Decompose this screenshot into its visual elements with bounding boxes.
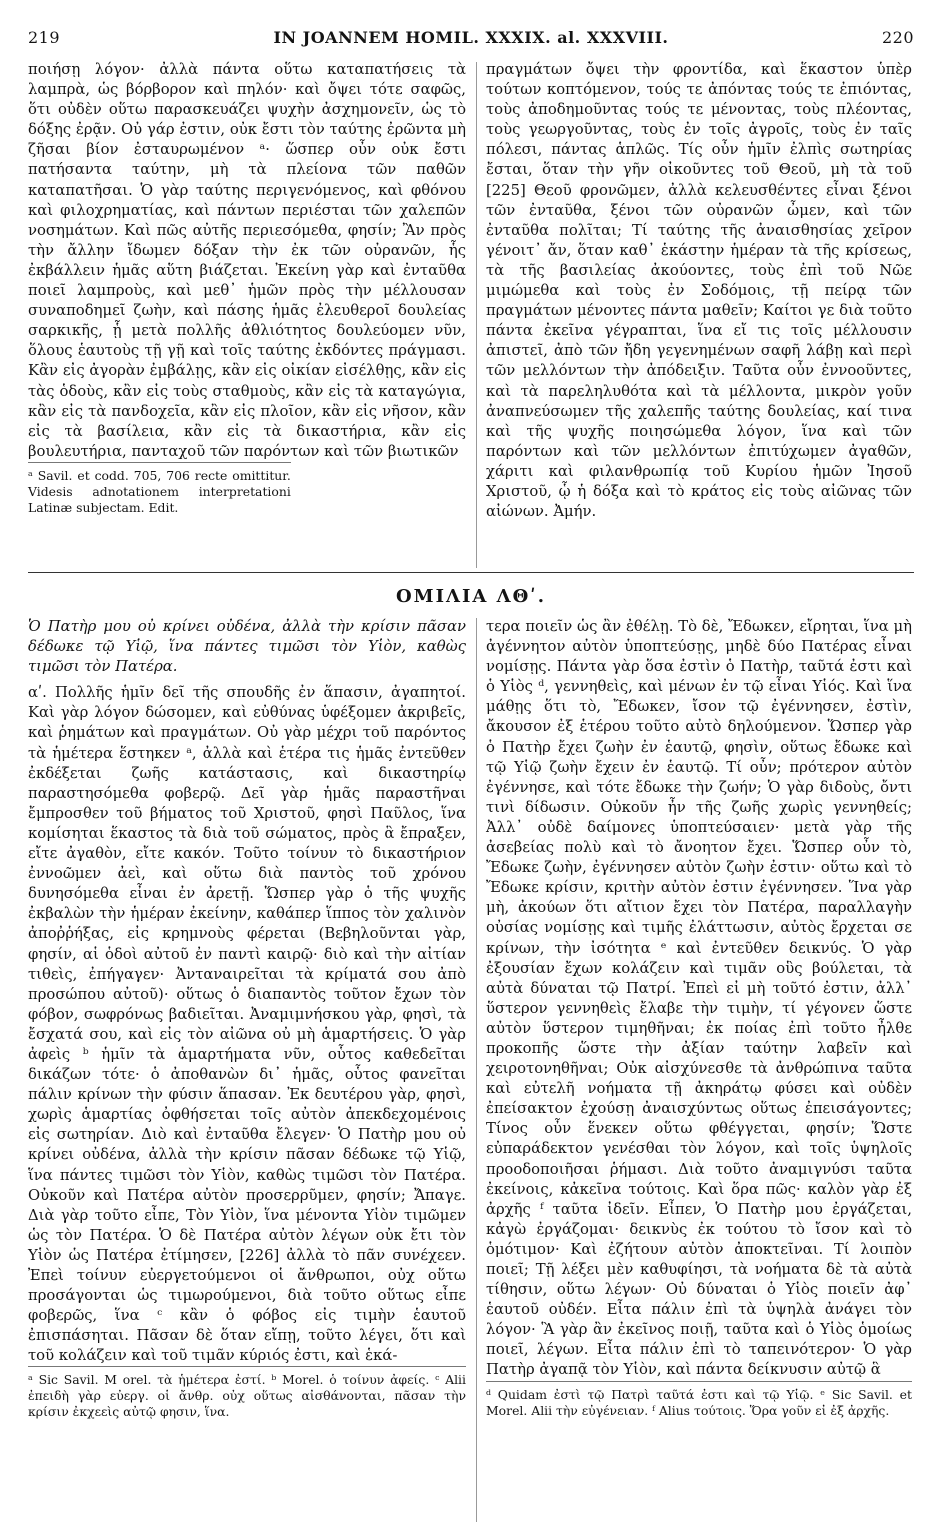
- column-bottom-right: [486, 617, 912, 1419]
- homily-title: ΟΜΙΛΙΑ ΛΘʹ.: [396, 586, 546, 607]
- scripture-lemma: Ὁ Πατὴρ μου οὐ κρίνει οὐδένα, ἀλλὰ τὴν κρίσιν πᾶσαν δέδωκε τῷ Υἱῷ, ἵνα πάντες τιμῶσι τὸν Υἱὸν, καθὼς τιμῶσι τὸν Πατέρα.: [28, 618, 466, 676]
- body-paragraph: ποιήσῃ λόγον· ἀλλὰ πάντα οὕτω καταπατήσεις τὰ λαμπρὰ, ὡς βόρβορον καὶ πηλόν· καὶ ὄψει τότε σαφῶς, ὅτι οὐδὲν οὕτω παρασκευάζει ψυχὴν ἀσχημονεῖν, ὡς τὸ δόξης ἐρᾷν. Οὐ γάρ ἐστιν, οὐκ ἔστι τὸν ταύτης ἐρῶντα μὴ ζῆσαι βίον ἐσταυρωμένον ᵃ· ὥσπερ οὖν οὐκ ἔστι πατήσαντα ταύτην, μὴ τὰ πλείονα τῶν παθῶν καταπατῆσαι. Ὁ γὰρ ταύτης περιγενόμενος, καὶ φθόνου καὶ φιλοχρηματίας, καὶ πάντων περιέσται τῶν χαλεπῶν νοσημάτων. Καὶ πῶς αὐτῆς περιεσόμεθα, φησίν; Ἂν πρὸς τὴν ἄλλην ἴδωμεν δόξαν τὴν ἐκ τῶν οὐρανῶν, ἧς ἐκβάλλειν ἡμᾶς αὕτη βιάζεται. Ἐκείνη γὰρ καὶ ἐνταῦθα ποιεῖ λαμπροὺς, καὶ μεθ᾽ ἡμῶν πρὸς τὴν μέλλουσαν συναποδημεῖ ζωὴν, καὶ πάσης ἡμᾶς ἐλευθεροῖ δουλείας σαρκικῆς, ᾗ μετὰ πολλῆς ἀθλιότητος δουλεύομεν νῦν, ὅλους ἑαυτοὺς τῇ γῇ καὶ τοῖς ταύτης ἐκδόντες πράγμασι. Κἂν εἰς ἀγορὰν ἐμβάλῃς, κἂν εἰς οἰκίαν εἰσέλθῃς, κἂν εἰς τὰς ὁδοὺς, κἂν εἰς τοὺς σταθμοὺς, κἂν εἰς τὰ καταγώγια, κἂν εἰς τὰ πανδοχεῖα, κἂν εἰς πλοῖον, κἂν εἰς νῆσον, κἂν εἰς τὰ βασίλεια, κἂν εἰς τὰ δικαστήρια, κἂν εἰς βουλευτήρια, πανταχοῦ τῶν παρόντων καὶ τῶν βιωτικῶν: [28, 61, 466, 460]
- column-divider-top: [476, 62, 477, 568]
- footnote: ᵃ Savil. et codd. 705, 706 recte omittitur. Videsis adnotationem interpretationi Latinæ subjectam. Edit.: [28, 462, 291, 516]
- body-paragraph: αʹ. Πολλῆς ἡμῖν δεῖ τῆς σπουδῆς ἐν ἅπασιν, ἀγαπητοί. Καὶ γὰρ λόγον δώσομεν, καὶ εὐθύνας ὑφέξομεν ἀκριβεῖς, καὶ ῥημάτων καὶ πραγμάτων. Οὐ γὰρ μέχρι τοῦ παρόντος τὰ ἡμέτερα ἕστηκεν ᵃ, ἀλλὰ καὶ ἑτέρα τις ἡμᾶς ἐντεῦθεν ἐκδέξεται ζωῆς κατάστασις, καὶ δικαστηρίῳ παραστησόμεθα φοβερῷ. Δεῖ γὰρ ἡμᾶς παραστῆναι ἔμπροσθεν τοῦ βήματος τοῦ Χριστοῦ, φησὶ Παῦλος, ἵνα κομίσηται ἕκαστος τὰ διὰ τοῦ σώματος, πρὸς ἃ ἔπραξεν, εἴτε ἀγαθὸν, εἴτε κακόν. Τοῦτο τοίνυν τὸ δικαστήριον ἐννοῶμεν ἀεὶ, καὶ οὕτω διὰ παντὸς τοῦ χρόνου δυνησόμεθα εἶναι ἐν ἀρετῇ. Ὥσπερ γὰρ ὁ τῆς ψυχῆς ἐκβαλὼν τὴν ἡμέραν ἐκείνην, καθάπερ ἵππος τὸν χαλινὸν ἀποῤῥήξας, εἰς κρημνοὺς φέρεται (Βεβηλοῦνται γὰρ, φησίν, αἱ ὁδοὶ αὐτοῦ ἐν παντὶ καιρῷ· διὸ καὶ τὴν αἰτίαν τιθεὶς, ἐπήγαγεν· Ἀνταναιρεῖται τὰ κρίματά σου ἀπὸ προσώπου αὐτοῦ)· οὕτως ὁ διαπαντὸς τοῦτον ἔχων τὸν φόβον, σωφρόνως βαδιεῖται. Ἀναμιμνήσκου γὰρ, φησὶ, τὰ ἔσχατά σου, καὶ εἰς τὸν αἰῶνα οὐ μὴ ἁμαρτήσεις. Ὁ γὰρ ἀφεὶς ᵇ ἡμῖν τὰ ἁμαρτήματα νῦν, οὗτος καθεδεῖται δικάζων τότε· ὁ ἀποθανὼν δι᾽ ἡμᾶς, οὗτος φανεῖται πάλιν κρίνων τὴν φύσιν ἅπασαν. Ἐκ δευτέρου γὰρ, φησὶ, χωρὶς ἁμαρτίας ὀφθήσεται τοῖς αὐτὸν ἀπεκδεχομένοις εἰς σωτηρίαν. Διὸ καὶ ἐνταῦθα ἔλεγεν· Ὁ Πατὴρ μου οὐ κρίνει οὐδένα, ἀλλὰ τὴν κρίσιν πᾶσαν δέδωκε τῷ Υἱῷ, ἵνα πάντες τιμῶσι τὸν Υἱὸν, καθὼς τιμῶσι τὸν Πατέρα. Οὐκοῦν καὶ Πατέρα αὐτὸν προσερρῦμεν, φησίν; Ἄπαγε. Διὰ γὰρ τοῦτο εἶπε, Τὸν Υἱὸν, ἵνα μένοντα Υἱὸν τιμῶμεν ὡς τὸν Πατέρα. Ὁ δὲ Πατέρα αὐτὸν λέγων οὐκ ἔτι τὸν Υἱὸν ὡς Πατέρα ἐτίμησεν, [226] ἀλλὰ τὸ πᾶν συνέχεεν. Ἐπεὶ τοίνυν εὐεργετούμενοι οἱ ἄνθρωποι, οὐχ οὕτω προσάγονται ὡς τιμωρούμενοι, διὰ τοῦτο οὕτως εἶπε φοβερῶς, ἵνα ᶜ κἂν ὁ φόβος εἰς τιμὴν ἑαυτοῦ ἐπισπάσηται. Πᾶσαν δὲ ὅταν εἴπῃ, τοῦτο λέγει, ὅτι καὶ τοῦ κολάζειν καὶ τοῦ τιμᾶν κύριός ἐστι, καὶ ἑκά-: [28, 684, 466, 1365]
- page-number-left: 219: [28, 28, 61, 47]
- running-head: [28, 28, 914, 52]
- page-number-right: 220: [881, 28, 914, 47]
- column-top-left: [28, 60, 466, 516]
- column-bottom-left: [28, 617, 466, 1420]
- body-paragraph: τερα ποιεῖν ὡς ἂν ἐθέλῃ. Τὸ δὲ, Ἔδωκεν, εἴρηται, ἵνα μὴ ἀγέννητον αὐτὸν ὑποπτεύσῃς, μηδὲ δύο Πατέρας εἶναι νομίσῃς. Πάντα γὰρ ὅσα ἐστὶν ὁ Πατὴρ, ταῦτά ἐστι καὶ ὁ Υἱὸς ᵈ, γεννηθεὶς, καὶ μένων ἐν τῷ εἶναι Υἱός. Καὶ ἵνα μάθῃς ὅτι τὸ, Ἔδωκεν, ἴσον τῷ ἐγέννησεν, ἐστὶν, ἄκουσον ἐξ ἑτέρου τοῦτο αὐτὸ δηλούμενον. Ὥσπερ γὰρ ὁ Πατὴρ ἔχει ζωὴν ἐν ἑαυτῷ, φησὶν, οὕτως ἔδωκε καὶ τῷ Υἱῷ ζωὴν ἔχειν ἐν ἑαυτῷ. Τί οὖν; πρότερον αὐτὸν ἐγέννησε, καὶ τότε ἔδωκε τὴν ζωήν; Ὁ γὰρ διδοὺς, ὄντι τινὶ δίδωσιν. Οὐκοῦν ἦν τῆς ζωῆς χωρὶς γεννηθείς; Ἀλλ᾽ οὐδὲ δαίμονες ὑποπτεύσαιεν· μετὰ γὰρ τῆς ἀσεβείας πολὺ καὶ τὸ ἄνοητον ἔχει. Ὥσπερ οὖν τὸ, Ἔδωκε ζωὴν, ἐγέννησεν αὐτὸν ζωὴν ἐστιν· οὕτω καὶ τὸ Ἔδωκε κρίσιν, κριτὴν αὐτὸν ἐστιν ἐγέννησεν. Ἵνα γὰρ μὴ, ἀκούων ὅτι αἴτιον ἔχει τὸν Πατέρα, παραλλαγὴν οὐσίας νομίσῃς καὶ τιμῆς ἐλάττωσιν, αὐτὸς ἔρχεται σε κρίνων, τὴν ἰσότητα ᵉ καὶ ἐντεῦθεν δεικνύς. Ὁ γὰρ ἐξουσίαν ἔχων κολάζειν καὶ τιμᾶν οὓς βούλεται, τὰ αὐτὰ δύναται τῷ Πατρί. Ἐπεὶ εἰ μὴ τοῦτό ἐστιν, ἀλλ᾽ ὕστερον γεννηθεὶς ἔλαβε τὴν τιμὴν, τί γέγονεν ὥστε αὐτὸν ὕστερον τιμηθῆναι; ἐκ ποίας ἐπὶ τοῦτο ἦλθε προκοπῆς ὥστε τὴν ἀξίαν ταύτην λαβεῖν καὶ χειροτονηθῆναι; Οὐκ αἰσχύνεσθε τὰ ἀνθρώπινα ταῦτα καὶ εὐτελῆ νοήματα τῇ ἀκηράτῳ φύσει καὶ οὐδὲν ἐπείσακτον ἐχούσῃ ἀναισχύντως οὕτως ἐπεισάγοντες; Τίνος οὖν ἕνεκεν οὕτω φθέγγεται, φησίν; Ὥστε εὐπαράδεκτον γενέσθαι τὸν λόγον, καὶ τοῖς ὑψηλοῖς προοδοποιῆσαι ῥήμασι. Διὰ τοῦτο ἀναμιγνύσι ταῦτα ἐκείνοις, κἀκεῖνα τούτοις. Καὶ ὅρα πῶς· καλὸν γὰρ ἐξ ἀρχῆς ᶠ ταῦτα ἰδεῖν. Εἶπεν, Ὁ Πατὴρ μου ἐργάζεται, κἀγὼ ἐργάζομαι· δεικνὺς ἐκ τούτου τὸ ἴσον καὶ τὸ ὁμότιμον· Καὶ ἐζήτουν αὐτὸν ἀποκτεῖναι. Τί λοιπὸν ποιεῖ; Τῇ λέξει μὲν καθυφίησι, τὰ νοήματα δὲ τὰ αὐτὰ τίθησιν, οὕτω λέγων· Οὐ δύναται ὁ Υἱὸς ποιεῖν ἀφ᾽ ἑαυτοῦ οὐδέν. Εἶτα πάλιν ἐπὶ τὰ ὑψηλὰ ἀνάγει τὸν λόγον· Ἃ γὰρ ἂν ἐκεῖνος ποιῇ, ταῦτα καὶ ὁ Υἱὸς ὁμοίως ποιεῖ, λέγων. Εἶτα πάλιν ἐπὶ τὸ ταπεινότερον· Ὁ γὰρ Πατὴρ ἀγαπᾷ τὸν Υἱὸν, καὶ πάντα δείκνυσιν αὐτῷ ἃ: [486, 618, 912, 1379]
- footnote: ᵃ Sic Savil. M orel. τὰ ἡμέτερα ἐστί. ᵇ Morel. ὁ τοίνυν ἀφείς. ᶜ Alii ἐπειδὴ γὰρ εὐεργ. οἱ ἄνθρ. οὐχ οὕτως αἰσθάνονται, πᾶσαν τὴν κρίσιν ἐκχεεὶς αὐτῷ φησιν, ἵνα.: [28, 1366, 466, 1420]
- footnote: ᵈ Quidam ἐστὶ τῷ Πατρὶ ταῦτά ἐστι καὶ τῷ Υἱῷ. ᵉ Sic Savil. et Morel. Alii τὴν εὐγένειαν. ᶠ Alius τούτοις. Ὅρα γοῦν εἰ ἐξ ἀρχῆς.: [486, 1381, 912, 1419]
- section-rule: [28, 572, 914, 573]
- column-divider-bottom: [476, 618, 477, 1522]
- body-paragraph: πραγμάτων ὄψει τὴν φροντίδα, καὶ ἕκαστον ὑπὲρ τούτων κοπτόμενον, τούς τε ἀπόντας τούς τε ἐπιόντας, τοὺς ἀποδημοῦντας τούς τε μένοντας, τοὺς πλέοντας, τοὺς γεωργοῦντας, τοὺς ἐν τοῖς ἀγροῖς, τοὺς ἐν ταῖς πόλεσι, πάντας ἁπλῶς. Τίς οὖν ἡμῖν ἐλπὶς σωτηρίας ἔσται, ὅταν τὴν γῆν οἰκοῦντες τοῦ Θεοῦ, μὴ τὰ τοῦ [225] Θεοῦ φρονῶμεν, ἀλλὰ κελευσθέντες εἶναι ξένοι τῶν ἐνταῦθα, ξένοι τῶν οὐρανῶν ὦμεν, καὶ τῶν ἐνταῦθα πολῖται; Τί ταύτης τῆς ἀναισθησίας χεῖρον γένοιτ᾽ ἄν, ὅταν καθ᾽ ἑκάστην ἡμέραν τὰ τῆς κρίσεως, τὰ τῆς βασιλείας ἀκούοντες, τοὺς ἐπὶ τοῦ Νῶε μιμώμεθα καὶ τοὺς ἐν Σοδόμοις, τῇ πείρᾳ τῶν πραγμάτων μένοντες πάντα μαθεῖν; Καίτοι γε διὰ τοῦτο πάντα ἐκεῖνα γέγραπται, ἵνα εἴ τις τοῖς μέλλουσιν ἀπιστεῖ, ἀπὸ τῶν ἤδη γεγενημένων σαφῆ λάβῃ καὶ περὶ τῶν μελλόντων τὴν ἀπόδειξιν. Ταῦτα οὖν ἐννοοῦντες, καὶ τὰ παρεληλυθότα καὶ τὰ μέλλοντα, μικρὸν γοῦν ἀναπνεύσωμεν τῆς χαλεπῆς ταύτης δουλείας, καί τινα καὶ τῆς ψυχῆς ποιησώμεθα λόγον, ἵνα καὶ τῶν παρόντων καὶ τῶν μελλόντων ἐπιτύχωμεν ἀγαθῶν, χάριτι καὶ φιλανθρωπίᾳ τοῦ Κυρίου ἡμῶν Ἰησοῦ Χριστοῦ, ᾧ ἡ δόξα καὶ τὸ κράτος εἰς τοὺς αἰῶνας τῶν αἰώνων. Ἀμήν.: [486, 61, 912, 521]
- running-title: IN JOANNEM HOMIL. XXXIX. al. XXXVIII.: [273, 28, 669, 47]
- column-top-right: [486, 60, 912, 522]
